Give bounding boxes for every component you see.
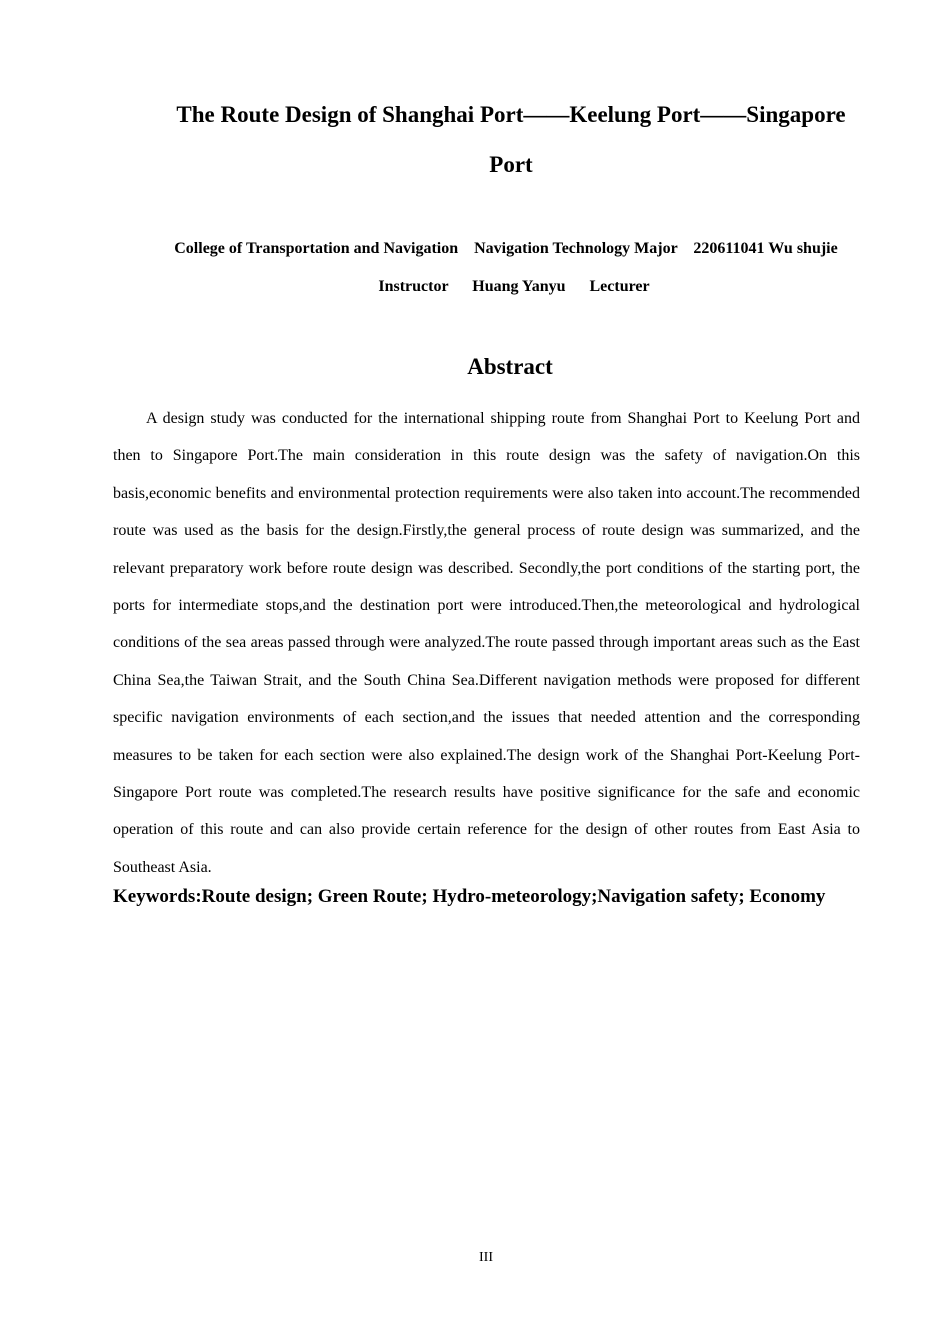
document-title-line-1: The Route Design of Shanghai Port——Keelung Port——Singapore [176, 102, 846, 127]
abstract-heading: Abstract [467, 354, 553, 379]
keywords: Keywords:Route design; Green Route; Hydro-meteorology;Navigation safety; Economy [113, 886, 826, 907]
abstract-body: A design study was conducted for the international shipping route from Shanghai Port to Keelung Port and then to Singapore Port.The main consideration in this route design was the safety of navigation.On this basis,economic benefits and environmental protection requirements were also taken into account.The recommended route was used as the basis for the design.Firstly,the general process of route design was summarized, and the relevant preparatory work before route design was described. Secondly,the port conditions of the starting port, the ports for intermediate stops,and the destination port were introduced.Then,the meteorological and hydrological conditions of the sea areas passed through were analyzed.The route passed through important areas such as the East China Sea,the Taiwan Strait, and the South China Sea.Different navigation methods were proposed for different specific navigation environments of each section,and the issues that needed attention and the corresponding measures to be taken for each section were also explained.The design work of the Shanghai Port-Keelung Port-Singapore Port route was completed.The research results have positive significance for the safe and economic operation of this route and can also provide certain reference for the design of other routes from East Asia to Southeast Asia. [113, 410, 860, 876]
instructor-line: Instructor Huang Yanyu Lecturer [378, 278, 650, 295]
document-title-line-2: Port [489, 152, 533, 177]
page-number: III [479, 1250, 493, 1265]
author-affiliation: College of Transportation and Navigation Navigation Technology Major 220611041 Wu shujie [174, 240, 838, 257]
